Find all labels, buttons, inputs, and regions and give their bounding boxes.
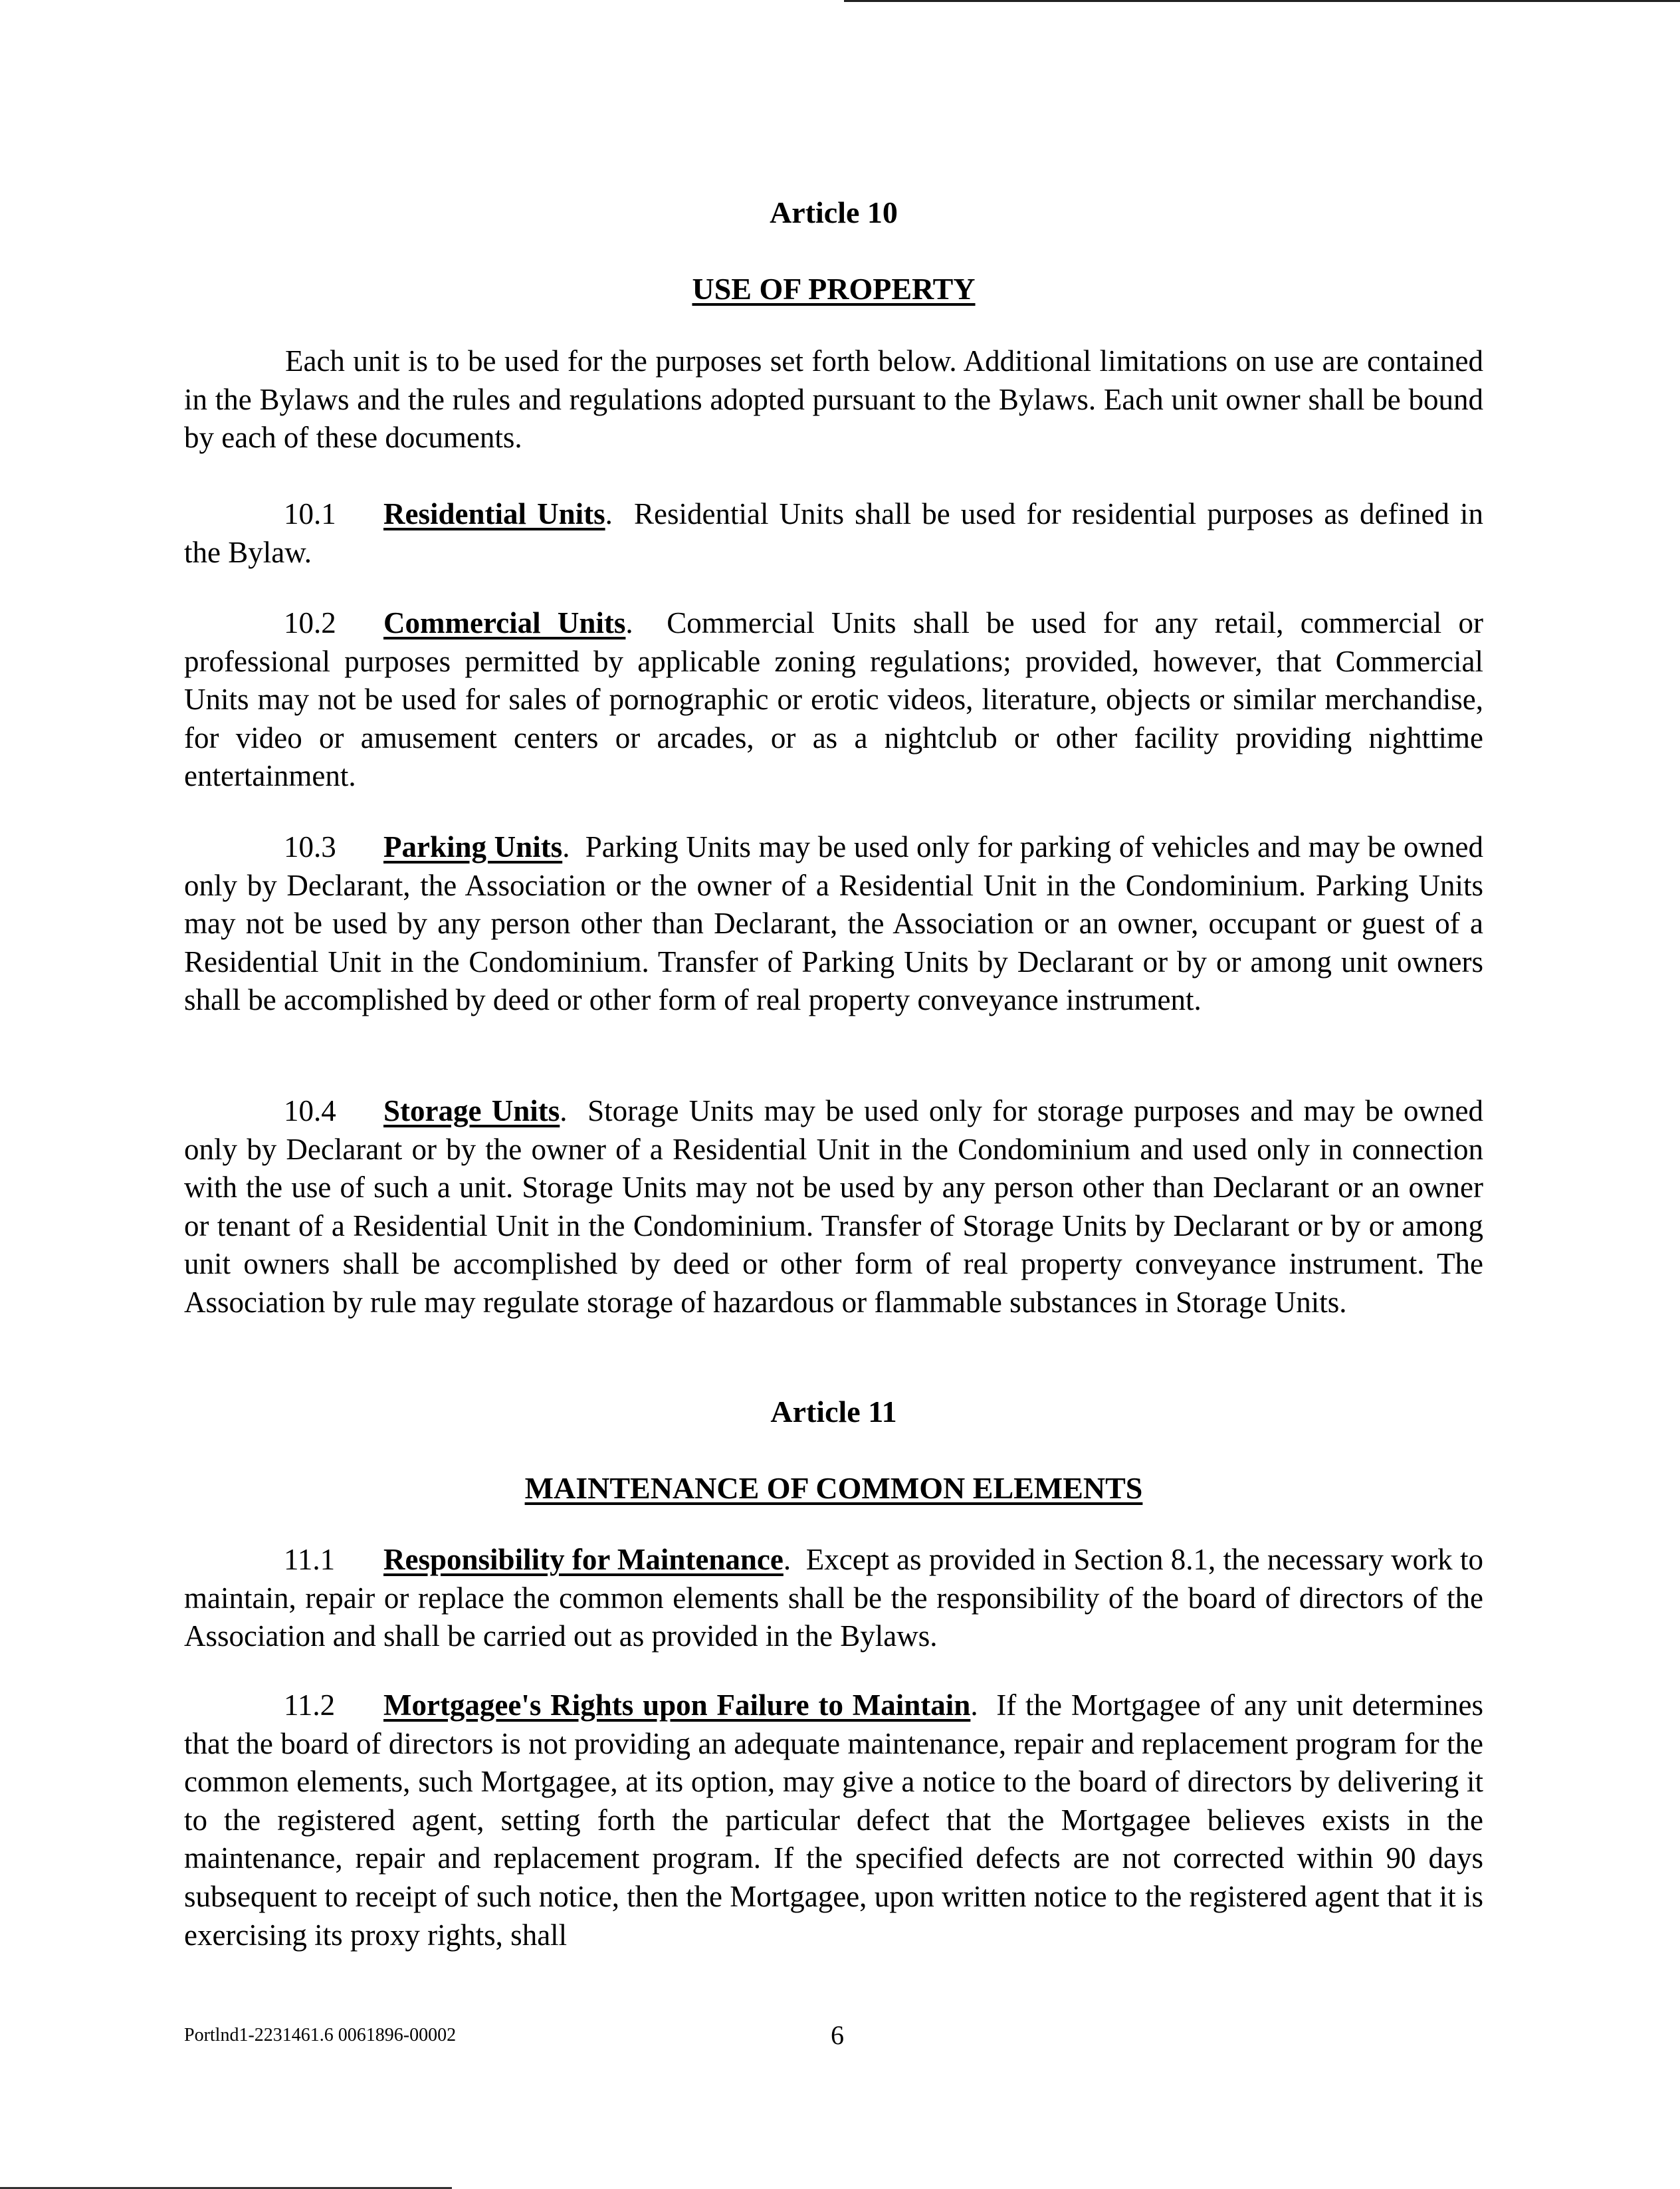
section-10-2-title: Commercial Units (383, 606, 626, 639)
section-11-1-title: Responsibility for Maintenance (383, 1543, 784, 1576)
section-11-1: 11.1 Responsibility for Maintenance. Except as provided in Section 8.1, the necessary work to maintain, repair or replace the common elements shall be the responsibility of the board of directors of the Association and shall be carried out as provided in the Bylaws. (184, 1543, 1483, 1653)
footer-document-id: Portlnd1-2231461.6 0061896-00002 (184, 2025, 457, 2045)
section-10-1: 10.1 Residential Units. Residential Units shall be used for residential purposes as defined in the Bylaw. (184, 497, 1483, 569)
article-11-heading: Article 11 (770, 1395, 897, 1429)
scan-edge-line (784, 0, 1680, 2)
footer-page-number: 6 (831, 2020, 844, 2050)
section-10-1-title: Residential Units (383, 497, 605, 530)
section-10-4: 10.4 Storage Units. Storage Units may be used only for storage purposes and may be owned only by Declarant or by the owner of a Residential Unit in the Condominium and used only in connection with the use of such a unit. Storage Units may not be used by any person other than Declarant or an owner or tenant of a Residential Unit in the Condominium. Transfer of Storage Units by Declarant or by or among unit owners shall be accomplished by deed or other form of real property conveyance instrument. The Association by rule may regulate storage of hazardous or flammable substances in Storage Units. (184, 1094, 1484, 1319)
section-11-2-title: Mortgagee's Rights upon Failure to Maintain (383, 1688, 971, 1722)
article-10-title: USE OF PROPERTY (692, 272, 976, 306)
section-11-2: 11.2 Mortgagee's Rights upon Failure to Maintain. If the Mortgagee of any unit determines that the board of directors is not providing an adequate maintenance, repair and replacement program for the common elements, such Mortgagee, at its option, may give a notice to the board of directors by delivering it to the registered agent, setting forth the particular defect that the Mortgagee believes exists in the maintenance, repair and replacement program. If the specified defects are not corrected within 90 days subsequent to receipt of such notice, then the Mortgagee, upon written notice to the registered agent that it is exercising its proxy rights, shall (184, 1688, 1484, 1952)
section-10-2: 10.2 Commercial Units. Commercial Units shall be used for any retail, commercial or professional purposes permitted by applicable zoning regulations; provided, however, that Commercial Units may not be used for sales of pornographic or erotic videos, literature, objects or similar merchandise, for video or amusement centers or arcades, or as a nightclub or other facility providing nighttime entertainment. (184, 606, 1483, 793)
article-10-intro: Each unit is to be used for the purposes set forth below. Additional limitations on use are contained in the Bylaws and the rules and regulations adopted pursuant to the Bylaws. Each unit owner shall be bound by each of these documents. (184, 344, 1483, 455)
article-11-title: MAINTENANCE OF COMMON ELEMENTS (524, 1471, 1143, 1505)
section-10-4-title: Storage Units (383, 1094, 560, 1127)
article-10-heading: Article 10 (770, 195, 898, 229)
section-10-3-title: Parking Units (383, 830, 563, 864)
scan-edge-gap (784, 0, 844, 2)
section-10-3: 10.3 Parking Units. Parking Units may be used only for parking of vehicles and may be owned only by Declarant, the Association or the owner of a Residential Unit in the Condominium. Parking Units may not be used by any person other than Declarant, the Association or an owner, occupant or guest of a Residential Unit in the Condominium. Transfer of Parking Units by Declarant or by or among unit owners shall be accomplished by deed or other form of real property conveyance instrument. (184, 830, 1484, 1017)
